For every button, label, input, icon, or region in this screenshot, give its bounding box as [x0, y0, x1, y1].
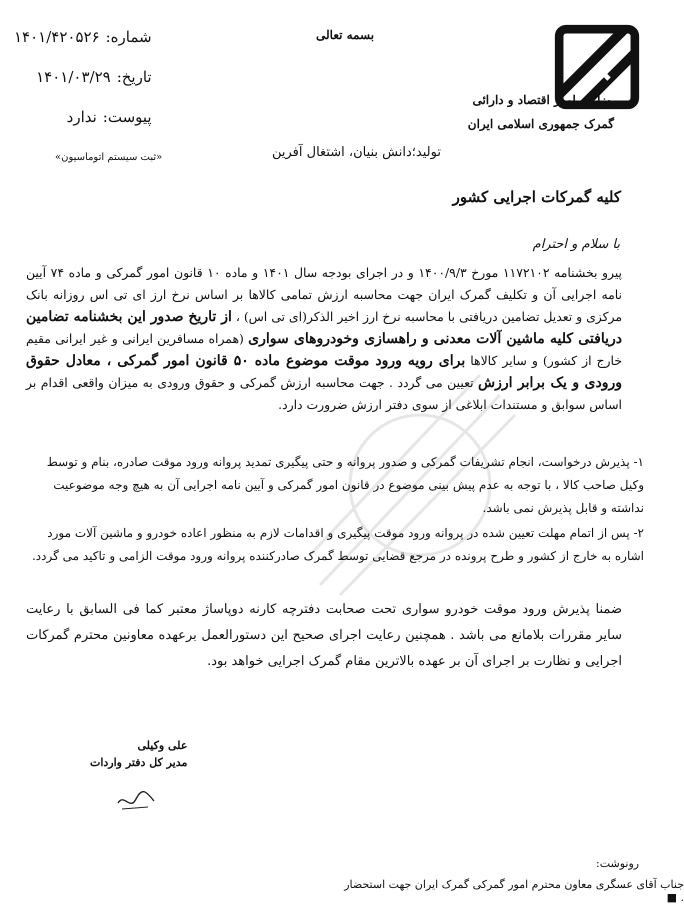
- paragraph-1-part-e: تعیین می گردد . جهت محاسبه ارزش گمرکی و حقوق ورودی به میزان واقعی اقدام بر اساس سوابق و مستندات ابلاغی از سوی دفتر ارزش ضرورت دارد.: [26, 375, 622, 412]
- paragraph-1-part-d: برای رویه ورود موقت موضوع ماده ۵۰ قانون امور گمرکی ، معادل حقوق ورودی و یک برابر ارزش: [26, 353, 622, 391]
- signer-block: [90, 737, 187, 771]
- salutation: با سلام و احترام: [532, 237, 620, 252]
- paragraph-2: ضمنا پذیرش ورود موقت خودرو سواری تحت صحابت دفترچه کارنه دوپاساژ معتبر کما فی السابق با رعایت سایر مقررات بلامانع می باشد . همچنین رعایت اجرای صحیح این دستورالعمل برعهده معاونین محترم گمرکات اجرایی و نظارت بر اجرای آن بر عهده بالاترین مقام گمرک اجرایی خواهد بود.: [26, 602, 622, 669]
- signer-title: مدیر کل دفتر واردات: [90, 756, 188, 769]
- letter-number-label: شماره:: [105, 28, 152, 46]
- cc-label: رونوشت:: [596, 857, 640, 870]
- list-item-2: ۲- پس از اتمام مهلت تعیین شده در پروانه ورود موقت پیگیری و اقدامات لازم به منظور اعاده خودرو و ماشین آلات مورد اشاره به خارج از کشور و طرح پرونده در مرجع قضایی توسط گمرک صادرکننده پروانه ورود موقت الزامی و تاکید می گردد.: [31, 526, 644, 563]
- year-slogan: تولید؛دانش بنیان، اشتغال آفرین: [272, 145, 441, 160]
- paragraph-1-part-b: از تاریخ صدور این بخشنامه تضامین دریافتی کلیه ماشین آلات معدنی و راهسازی وخودروهای سواری: [26, 309, 622, 347]
- customs-name: گمرک جمهوری اسلامی ایران: [467, 117, 614, 131]
- letter-number-value: ۱۴۰۱/۴۲۰۵۲۶: [14, 28, 100, 46]
- bullet-icon: ■: [666, 891, 677, 904]
- paragraph-1-part-a: پیرو بخشنامه ۱۱۷۲۱۰۲ مورخ ۱۴۰۰/۹/۳ و در اجرای بودجه سال ۱۴۰۱ و ماده ۱۰ قانون امور گمرکی و ماده ۷۴ آیین نامه اجرایی آن و تکلیف گمرک ایران جهت محاسبه ارزش تمامی کالاها بر اساس نرخ ارز ای تی اس روزانه بانک مرکزی و تعدیل تضامین دریافتی با محاسبه نرخ ارز اخیر الذکر(ای تی اس) ،: [26, 265, 623, 324]
- paragraph-1: [26, 262, 622, 416]
- signature-icon: [116, 785, 156, 815]
- attachment-value: ندارد: [66, 108, 97, 126]
- cc-item-text: جناب آقای عسگری معاون محترم امور گمرکی گمرک ایران جهت استحضار .: [344, 878, 684, 904]
- letter-date-value: ۱۴۰۱/۰۳/۲۹: [36, 68, 111, 86]
- letter-date-label: تاریخ:: [116, 68, 152, 86]
- automation-note: «ثبت سیستم اتوماسیون»: [55, 152, 163, 163]
- list-item-1: ۱- پذیرش درخواست، انجام تشریفات گمرکی و صدور پروانه و حتی پیگیری تمدید پروانه ورود موقت صادره، بنام و توسط وکیل صاحب کالا ، با توجه به عدم پیش بینی موضوع در قانون امور گمرکی و آیین نامه اجرایی آن به هیچ وجه موضوعیت نداشته و قابل پذیرش نمی باشد.: [46, 455, 644, 515]
- paragraph-1-part-c: (همراه مسافرین ایرانی و غیر ایرانی مقیم خارج از کشور) و سایر کالاها: [26, 331, 622, 368]
- attachment-label: پیوست:: [102, 108, 152, 126]
- ministry-name: وزارت امور اقتصاد و دارائی: [472, 93, 612, 107]
- letter-meta: [14, 30, 152, 150]
- letter-number-row: [14, 30, 152, 70]
- signer-name: علی وکیلی: [137, 739, 188, 752]
- recipient: کلیه گمرکات اجرایی کشور: [452, 188, 621, 206]
- cc-item: [340, 878, 684, 904]
- bismillah: بسمه تعالی: [316, 28, 375, 42]
- letter-date-row: [14, 70, 152, 110]
- attachment-row: [14, 110, 152, 150]
